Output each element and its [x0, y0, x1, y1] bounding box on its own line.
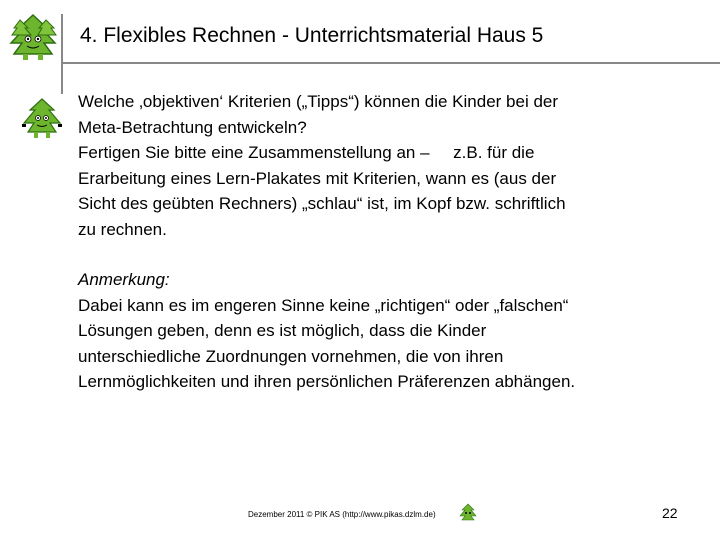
page-title: 4. Flexibles Rechnen - Unterrichtsmaterial Haus 5: [80, 24, 544, 47]
pikas-tree-logo-icon: [8, 12, 58, 62]
header-horizontal-rule: [61, 62, 720, 64]
note-heading: Anmerkung:: [78, 270, 170, 289]
pikas-mini-logo-icon: [458, 503, 478, 523]
task-line: Erarbeitung eines Lern-Plakates mit Kriterien, wann es (aus der: [78, 168, 557, 188]
header-vertical-rule: [61, 14, 63, 94]
note-line: Lernmöglichkeiten und ihren persönlichen Präferenzen abhängen.: [78, 372, 576, 391]
question-line: Welche ‚objektiven‘ Kriterien („Tipps“) können die Kinder bei der: [78, 92, 559, 111]
page-number: 22: [662, 505, 678, 521]
note-line: unterschiedliche Zuordnungen vornehmen, die von ihren: [78, 346, 504, 366]
slide-body: [78, 89, 678, 395]
task-line: zu rechnen.: [78, 219, 167, 239]
footer-credit: Dezember 2011 © PIK AS (http://www.pikas.dzlm.de): [248, 510, 436, 519]
pikas-tree-small-icon: [20, 96, 64, 140]
task-line: Sicht des geübten Rechners) „schlau“ ist, im Kopf bzw. schriftlich: [78, 194, 566, 213]
question-line: Meta-Betrachtung entwickeln?: [78, 117, 307, 137]
task-line: Fertigen Sie bitte eine Zusammenstellung an – z.B. für die: [78, 143, 535, 162]
note-line: Lösungen geben, denn es ist möglich, dass die Kinder: [78, 321, 487, 340]
note-line: Dabei kann es im engeren Sinne keine „richtigen“ oder „falschen“: [78, 295, 569, 315]
